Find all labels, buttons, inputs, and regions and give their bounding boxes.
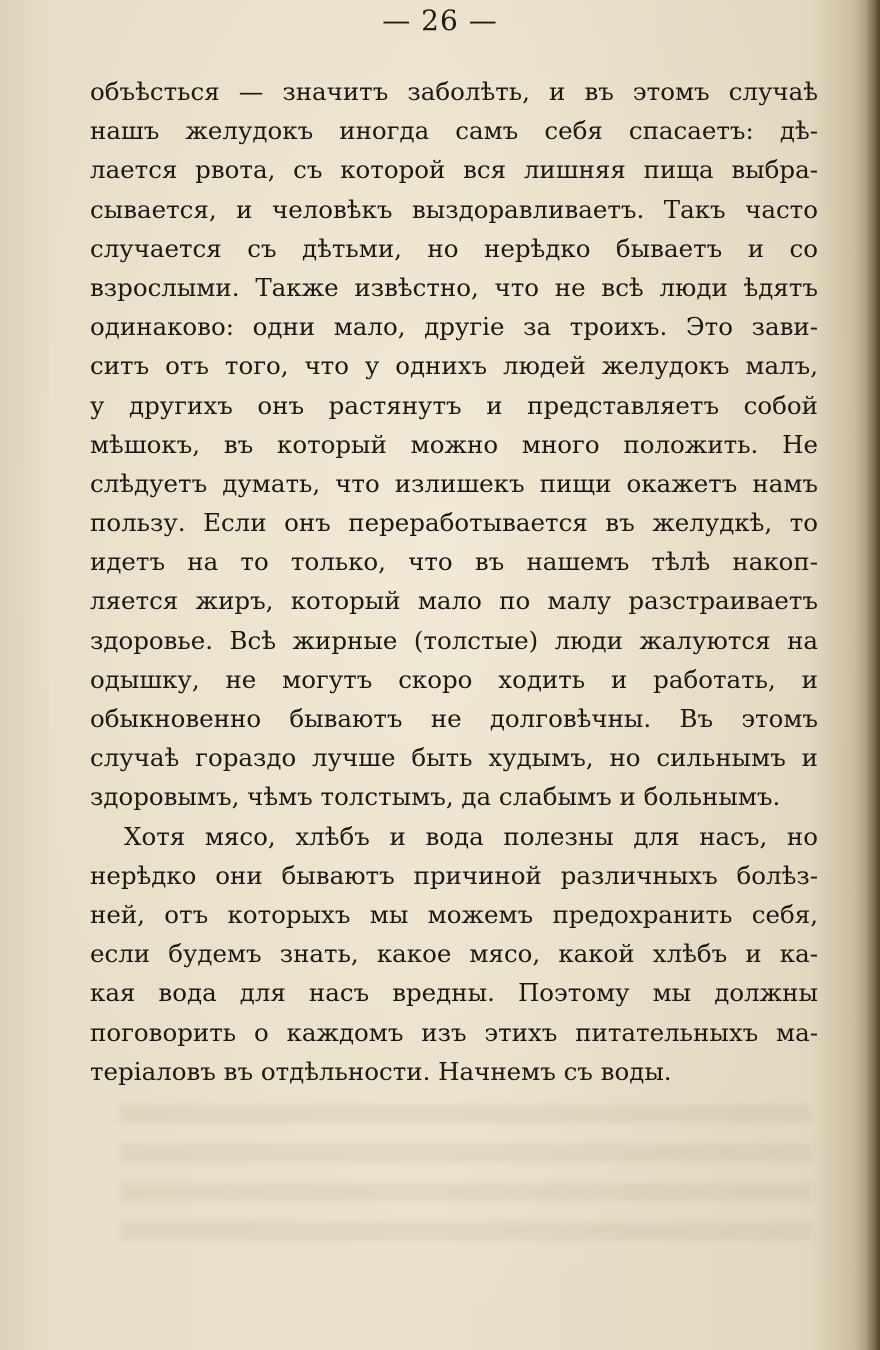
text-line: случается съ дѣтьми, но нерѣдко бываетъ и со <box>90 233 818 263</box>
text-line: сывается, и человѣкъ выздоравливаетъ. Такъ часто <box>90 194 818 224</box>
text-line: нерѣдко они бываютъ причиной различныхъ болѣз- <box>90 860 818 890</box>
text-line: взрослыми. Также извѣстно, что не всѣ люди ѣдятъ <box>90 272 818 302</box>
text-line: у другихъ онъ растянутъ и представляетъ собой <box>90 390 818 420</box>
text-line: ней, отъ которыхъ мы можемъ предохранить себя, <box>90 899 818 929</box>
paragraph-1 <box>90 72 818 817</box>
text-line: поговорить о каждомъ изъ этихъ питательныхъ ма- <box>90 1017 818 1047</box>
text-line: кая вода для насъ вредны. Поэтому мы должны <box>90 978 818 1008</box>
text-line: обыкновенно бываютъ не долговѣчны. Въ этомъ <box>90 704 818 733</box>
text-line: теріаловъ въ отдѣльности. Начнемъ съ воды. <box>90 1056 672 1086</box>
text-line: пользу. Если онъ переработывается въ желудкѣ, то <box>90 508 818 538</box>
text-line: одинаково: одни мало, другіе за троихъ. Это зави- <box>90 312 818 342</box>
text-line: здоровье. Всѣ жирные (толстые) люди жалуются на <box>90 625 818 655</box>
page-number: — 26 — <box>382 4 498 37</box>
text-line: слѣдуетъ думать, что излишекъ пищи окажетъ намъ <box>90 468 818 498</box>
text-line: Хотя мясо, хлѣбъ и вода полезны для насъ, но <box>124 821 818 851</box>
text-line: одышку, не могутъ скоро ходить и работать, и <box>90 664 818 694</box>
text-line: здоровымъ, чѣмъ толстымъ, да слабымъ и больнымъ. <box>90 782 781 812</box>
text-line: объѣсться — значитъ заболѣть, и въ этомъ случаѣ <box>90 77 818 106</box>
paragraph-2 <box>90 817 818 1091</box>
text-line: ляется жиръ, который мало по малу разстраиваетъ <box>90 586 818 616</box>
text-line: нашъ желудокъ иногда самъ себя спасаетъ: дѣ- <box>90 116 818 146</box>
text-line: идетъ на то только, что въ нашемъ тѣлѣ накоп- <box>90 547 818 577</box>
text-line: случаѣ гораздо лучше быть худымъ, но сильнымъ и <box>90 743 818 773</box>
body-text <box>90 72 818 1091</box>
bleed-through-shadow <box>120 1105 810 1255</box>
text-line: лается рвота, съ которой вся лишняя пища выбра- <box>90 155 818 185</box>
text-line: если будемъ знать, какое мясо, какой хлѣбъ и ка- <box>90 939 818 969</box>
text-line: мѣшокъ, въ который можно много положить. Не <box>90 429 818 459</box>
text-line: ситъ отъ того, что у однихъ людей желудокъ малъ, <box>90 351 818 381</box>
